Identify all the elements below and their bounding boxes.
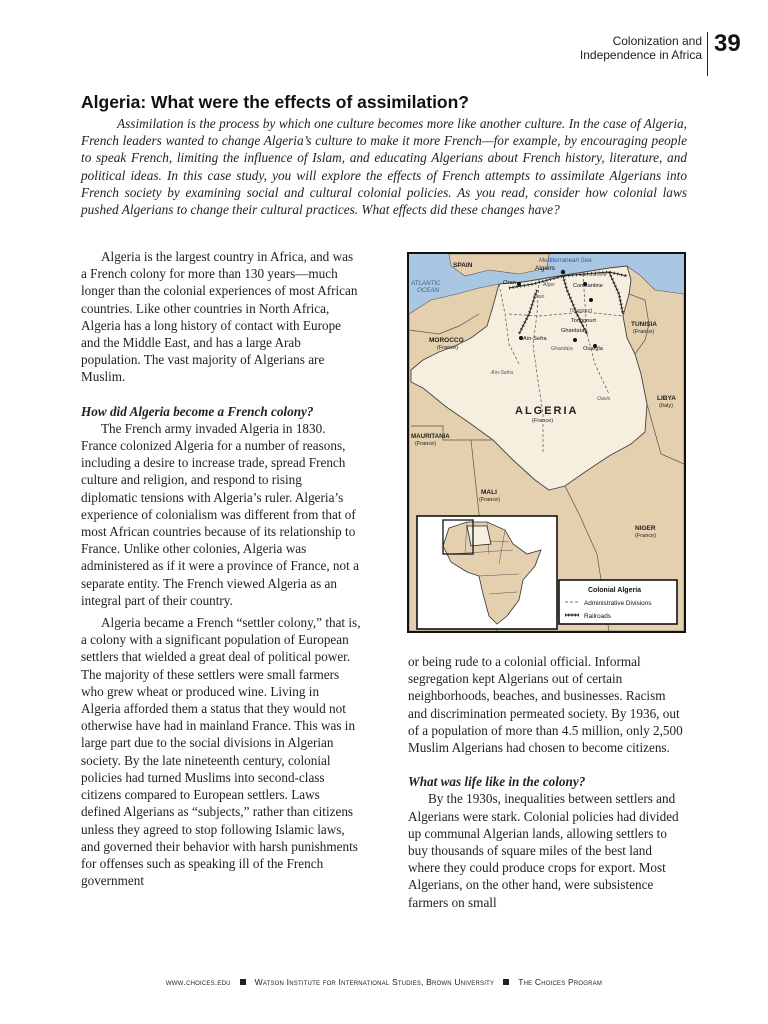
right-column — [408, 653, 687, 911]
paragraph: or being rude to a colonial official. Informal segregation kept Algerians out of certain neighborhoods, beaches, and businesses. Racism and discrimination permeated society. By 1936, out of a population of more than 4.5 million, only 2,500 Muslim Algerians had chosen to become citizens. — [408, 654, 683, 756]
region-label: Oasis — [597, 396, 611, 402]
country-label-niger: NIGER — [635, 525, 656, 532]
country-sublabel: (France) — [479, 497, 501, 503]
country-label-libya: LIBYA — [657, 395, 676, 402]
region-label: Alger — [543, 282, 556, 288]
intro-paragraph: Assimilation is the process by which one culture becomes more like another culture. In the case of Algeria, French leaders wanted to change Algeria’s culture to make it more French—for example, by encouraging people to speak French, limiting the influence of Islam, and educating Algerians about French history, literature, and political ideas. In this case study, you will explore the effects of French attempts to assimilate Algerians into French society by examining social and cultural colonial policies. As you read, consider how colonial laws pushed Algerians to change their cultural practices. What effects did these changes have? — [81, 116, 687, 218]
country-label-mali: MALI — [481, 489, 497, 496]
country-label-tunisia: TUNISIA — [631, 321, 657, 328]
country-sublabel: (France) — [633, 329, 655, 335]
city-dot-oran — [517, 282, 521, 286]
footer-program: The Choices Program — [518, 977, 603, 987]
region-label: Oran — [533, 294, 545, 300]
footer-site: www.choices.edu — [165, 977, 231, 987]
country-label-spain: SPAIN — [453, 262, 473, 269]
country-sublabel: (France) — [415, 441, 437, 447]
header-title: Colonization and Independence in Africa — [579, 34, 702, 62]
city-label-ouargla: Ouargla — [583, 346, 603, 352]
city-label-algiers: Algiers — [535, 265, 555, 272]
country-label-morocco: MOROCCO — [429, 337, 464, 344]
left-column — [81, 248, 361, 889]
city-label-ain-sefra: Aïn-Sefra — [523, 336, 547, 342]
sea-label: Mediterranean Sea — [539, 257, 592, 264]
legend-rail-label: Railroads — [584, 613, 611, 620]
city-dot-touggourt — [589, 298, 593, 302]
footer-institute: Watson Institute for International Studies, Brown University — [254, 977, 495, 987]
legend-title: Colonial Algeria — [588, 587, 642, 594]
city-label-oran: Oran — [503, 280, 516, 286]
paragraph: By the 1930s, inequalities between settlers and Algerians were stark. Colonial policies had divided up communal Algerian lands, allowing settlers to buy thousands of square miles of the best land where they could produce crops for export. Most Algerians, on the other hand, were subsistence farmers on small — [408, 791, 679, 910]
legend-admin-label: Administrative Divisions — [584, 600, 652, 607]
header-divider — [707, 32, 708, 76]
page-title: Algeria: What were the effects of assimilation? — [81, 92, 469, 112]
region-label: Constantine — [579, 272, 607, 278]
country-sublabel: (Italy) — [659, 403, 673, 409]
ocean-label: OCEAN — [417, 287, 440, 294]
inset-africa-map — [417, 516, 557, 629]
country-sublabel: (France) — [532, 418, 554, 424]
city-dot-ghardaia — [573, 338, 577, 342]
city-label-ghardaia: Ghardaïa — [561, 328, 585, 334]
paragraph: Algeria is the largest country in Africa, and was a French colony for more than 130 years—much longer than the colonial experiences of most African countries. Like other countries in North Africa, Algeria has a long history of contact with Europe and the Middle East, and has a large Arab population. The vast majority of Algerians are Muslim. — [81, 249, 358, 385]
paragraph: The French army invaded Algeria in 1830. France colonized Algeria for a number of reasons, including a desire to increase trade, spread French culture and religion, and respond to rising diplomatic tensions with Algeria’s ruler. Algeria’s experience of colonialism was different from that of most African countries because of its relationship to France. Unlike other colonies, Algeria was administered as if it were a province of France, not a separate entity. The French viewed Algeria as an integral part of their country. — [81, 420, 359, 608]
map-graphic — [409, 254, 684, 631]
city-label-constantine: Constantine — [573, 283, 603, 289]
map-colonial-algeria — [407, 252, 686, 633]
footer-bullet — [240, 979, 246, 985]
country-label-algeria: ALGERIA — [515, 405, 579, 417]
paragraph: Algeria became a French “settler colony,” that is, a colony with a significant population of European settlers that wielded a great deal of political power. The majority of these settlers were small farmers who grew wheat or produced wine. Living in Algeria afforded them a status that they would not otherwise have had in mainland France. This was in large part due to the social divisions in Algerian society. By the late nineteenth century, colonial policies had turned Muslims into second-class citizens compared to European settlers. Laws defined Algerians as “subjects,” rather than citizens unless they agreed to stop following Islamic laws, and governed their behavior with harsh punishments for offenses such as speaking ill of the French government — [81, 615, 361, 889]
section-heading: What was life like in the colony? — [408, 774, 586, 790]
map-legend — [559, 580, 677, 624]
inset-algeria-highlight — [467, 526, 491, 546]
country-label-mauritania: MAURITANIA — [411, 433, 450, 440]
city-label-touggourt: Touggourt — [571, 318, 596, 324]
page-number: 39 — [714, 30, 741, 57]
page-footer — [0, 977, 768, 987]
city-dot-algiers — [561, 270, 565, 274]
country-sublabel: (France) — [635, 533, 657, 539]
country-sublabel: (France) — [437, 345, 459, 351]
region-label: Ghardaïa — [551, 346, 573, 352]
section-heading: How did Algeria become a French colony? — [81, 403, 314, 419]
region-label: Aïn-Sefra — [491, 370, 513, 376]
footer-bullet — [503, 979, 509, 985]
ocean-label: ATLANTIC — [411, 280, 441, 287]
region-label: Touggourt — [569, 308, 593, 314]
